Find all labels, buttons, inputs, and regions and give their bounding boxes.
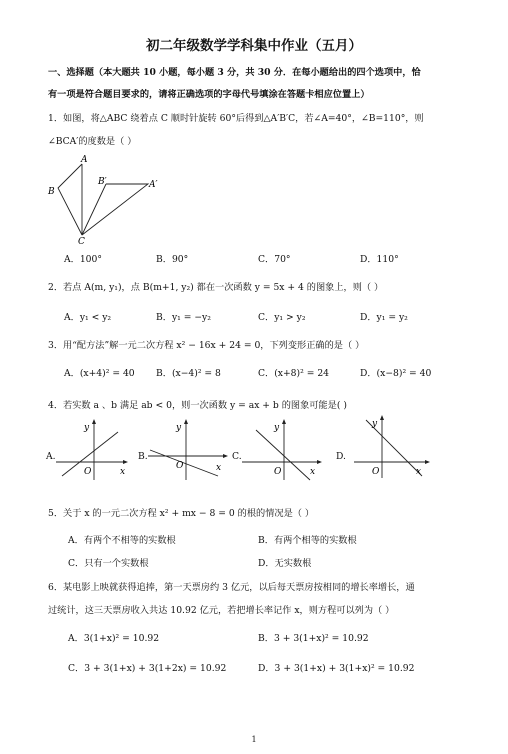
q1-option-c: C．70°: [258, 254, 291, 265]
q1-option-b: B．90°: [156, 254, 189, 265]
triangle-a-prime-b-prime-c: [82, 184, 148, 235]
q5-option-a: A．有两个不相等的实数根: [68, 535, 176, 546]
q4-option-c: C.: [232, 451, 242, 462]
question-1-stem-line2: ∠BCA′的度数是（ ）: [48, 136, 137, 147]
svg-text:x: x: [416, 467, 422, 477]
q3-option-d: D．(x−8)² = 40: [360, 368, 432, 379]
label-a: A: [81, 155, 88, 165]
page-title: 初二年级数学学科集中作业（五月）: [146, 38, 362, 54]
svg-text:O: O: [84, 467, 92, 477]
q5-option-b: B．有两个相等的实数根: [258, 535, 357, 546]
question-3-stem: 3．用“配方法”解一元二次方程 x² − 16x + 24 = 0，下列变形正确的是（ ）: [48, 340, 365, 351]
label-a-prime: A′: [149, 180, 158, 190]
q4-graph-d: [352, 414, 432, 480]
q4-option-a: A.: [46, 451, 56, 462]
svg-text:O: O: [274, 467, 282, 477]
question-6-stem-line1: 6．某电影上映就获得追捧，第一天票房约 3 亿元，以后每天票房按相同的增长率增长，通: [48, 582, 415, 593]
q5-option-d: D．无实数根: [258, 558, 312, 569]
q3-option-b: B．(x−4)² = 8: [156, 368, 221, 379]
q1-option-d: D．110°: [360, 254, 399, 265]
line-graph-b: [150, 450, 218, 476]
q6-option-d: D．3 + 3(1+x) + 3(1+x)² = 10.92: [258, 663, 415, 674]
q3-option-a: A．(x+4)² = 40: [64, 368, 135, 379]
q4-graph-c: [240, 418, 324, 482]
question-6-stem-line2: 过统计，这三天票房收入共达 10.92 亿元，若把增长率记作 x，则方程可以列为（ ）: [48, 605, 395, 616]
triangle-abc: [58, 164, 82, 235]
q4-graph-a: [54, 418, 130, 482]
q6-option-b: B．3 + 3(1+x)² = 10.92: [258, 633, 369, 644]
q2-option-d: D．y₁ = y₂: [360, 312, 408, 323]
svg-text:O: O: [176, 461, 184, 471]
svg-text:O: O: [372, 467, 380, 477]
question-5-stem: 5．关于 x 的一元二次方程 x² + mx − 8 = 0 的根的情况是（ ）: [48, 508, 315, 519]
q1-option-a: A．100°: [64, 254, 102, 265]
svg-text:x: x: [310, 467, 316, 477]
svg-text:y: y: [84, 423, 90, 433]
svg-text:y: y: [372, 419, 378, 429]
section-heading-line1: 一、选择题（本大题共 10 小题，每小题 3 分，共 30 分．在每小题给出的四个选项中，恰: [48, 67, 421, 78]
q4-option-d: D.: [336, 451, 346, 462]
svg-text:y: y: [176, 423, 182, 433]
label-c: C: [78, 237, 85, 245]
q4-graph-b: [146, 418, 230, 482]
q2-option-a: A．y₁ < y₂: [64, 312, 112, 323]
question-2-stem: 2．若点 A(m, y₁)，点 B(m+1, y₂) 都在一次函数 y = 5x + 4 的图象上，则（ ）: [48, 282, 384, 293]
q6-option-a: A．3(1+x)² = 10.92: [68, 633, 160, 644]
triangle-rotation-figure: [44, 150, 174, 245]
question-1-stem-line1: 1．如图，将△ABC 绕着点 C 顺时针旋转 60°后得到△A′B′C，若∠A=40°，∠B=110°，则: [48, 113, 424, 124]
q3-option-c: C．(x+8)² = 24: [258, 368, 330, 379]
q2-option-c: C．y₁ > y₂: [258, 312, 306, 323]
svg-text:x: x: [120, 467, 126, 477]
q5-option-c: C．只有一个实数根: [68, 558, 149, 569]
q4-option-b: B.: [138, 451, 148, 462]
label-b: B: [48, 187, 55, 197]
line-graph-c: [256, 430, 310, 480]
q2-option-b: B．y₁ = −y₂: [156, 312, 211, 323]
label-b-prime: B′: [98, 177, 107, 187]
question-4-stem: 4．若实数 a 、b 满足 ab < 0，则一次函数 y = ax + b 的图象可能是( ): [48, 400, 347, 411]
section-heading-line2: 有一项是符合题目要求的，请将正确选项的字母代号填涂在答题卡相应位置上）: [48, 89, 370, 100]
svg-text:x: x: [216, 463, 222, 473]
page-number: 1: [251, 735, 257, 744]
svg-text:y: y: [274, 423, 280, 433]
q6-option-c: C．3 + 3(1+x) + 3(1+2x) = 10.92: [68, 663, 227, 674]
